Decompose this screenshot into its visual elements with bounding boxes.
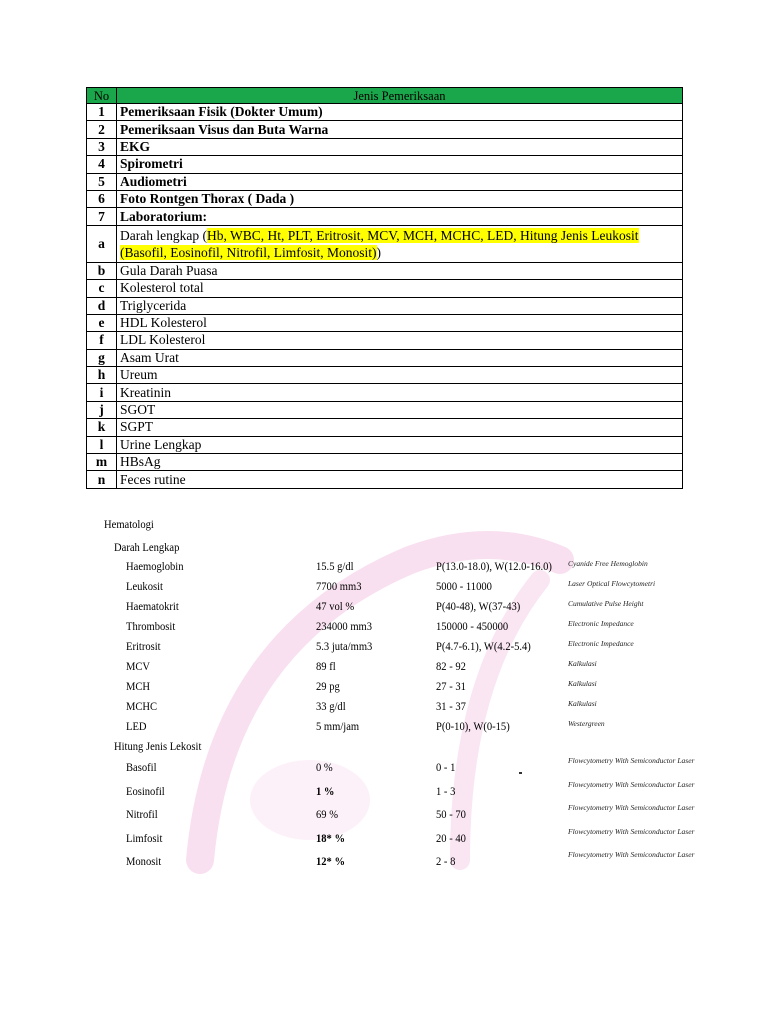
table-row [87, 190, 683, 207]
row-no: i [87, 384, 117, 401]
reference-range: P(0-10), W(0-15) [436, 719, 510, 733]
test-name: MCHC [126, 699, 158, 713]
subsection-hitung-jenis: Hitung Jenis Lekosit [114, 739, 202, 753]
test-method: Laser Optical Flowcytometri [568, 579, 656, 588]
table-row [87, 401, 683, 418]
test-method: Flowcytometry With Semiconductor Laser [568, 779, 695, 789]
test-value: 5 mm/jam [316, 719, 360, 733]
row-label: Pemeriksaan Visus dan Buta Warna [117, 121, 683, 138]
lab-row [0, 826, 768, 850]
row-label: SGPT [117, 419, 683, 436]
lab-row [0, 698, 768, 718]
row-label: Triglycerida [117, 297, 683, 314]
row-label: SGOT [117, 401, 683, 418]
header-exam: Jenis Pemeriksaan [117, 88, 683, 104]
test-name: Haematokrit [126, 599, 179, 613]
row-label: Urine Lengkap [117, 436, 683, 453]
row-no: a [87, 225, 117, 262]
row-no: g [87, 349, 117, 366]
row-label: Kolesterol total [117, 280, 683, 297]
test-value: 18* % [316, 830, 346, 845]
subsection-darah-lengkap: Darah Lengkap [114, 540, 180, 554]
row-no: 3 [87, 138, 117, 155]
test-name: Limfosit [126, 830, 163, 845]
reference-range: 150000 - 450000 [436, 619, 509, 633]
row-label: Audiometri [117, 173, 683, 190]
table-row [87, 156, 683, 173]
row-label: Ureum [117, 367, 683, 384]
test-value: 7700 mm3 [316, 579, 362, 593]
row-label: Pemeriksaan Fisik (Dokter Umum) [117, 104, 683, 121]
test-name: MCH [126, 679, 151, 693]
row-no: d [87, 297, 117, 314]
highlighted-test-list: Hb, WBC, Ht, PLT, Eritrosit, MCV, MCH, MCHC, LED, Hitung Jenis Leukosit (Basofil, Eosinofil, Nitrofil, Limfosit, Monosit) [120, 227, 639, 260]
reference-range: P(13.0-18.0), W(12.0-16.0) [436, 559, 552, 573]
row-label: Spirometri [117, 156, 683, 173]
label-prefix: Darah lengkap ( [120, 227, 207, 243]
lab-row [0, 779, 768, 803]
row-no: 2 [87, 121, 117, 138]
lab-row [0, 658, 768, 678]
reference-range: 82 - 92 [436, 659, 466, 673]
test-method: Flowcytometry With Semiconductor Laser [568, 803, 695, 812]
lab-row [0, 678, 768, 698]
test-method: Kalkulasi [568, 699, 597, 708]
scan-speck [519, 772, 522, 774]
test-name: Leukosit [126, 579, 163, 593]
label-suffix: ) [376, 244, 381, 260]
table-row [87, 367, 683, 384]
table-row [87, 138, 683, 155]
test-value: 1 % [316, 783, 335, 798]
table-row [87, 104, 683, 121]
test-name: Haemoglobin [126, 559, 184, 573]
row-label: Feces rutine [117, 471, 683, 488]
reference-range: 20 - 40 [436, 830, 466, 845]
reference-range: 50 - 70 [436, 807, 466, 821]
test-method: Kalkulasi [568, 679, 597, 688]
row-label: Gula Darah Puasa [117, 262, 683, 279]
table-row [87, 208, 683, 225]
test-value: 33 g/dl [316, 699, 346, 713]
test-value: 15.5 g/dl [316, 559, 354, 573]
reference-range: 2 - 8 [436, 854, 456, 868]
lab-row [0, 558, 768, 578]
row-label: Foto Rontgen Thorax ( Dada ) [117, 190, 683, 207]
row-no: b [87, 262, 117, 279]
lab-row [0, 578, 768, 598]
row-label: EKG [117, 138, 683, 155]
test-method: Cyanide Free Hemoglobin [568, 559, 648, 568]
test-value: 0 % [316, 760, 333, 774]
row-no: m [87, 454, 117, 471]
lab-row [0, 618, 768, 638]
test-name: Thrombosit [126, 619, 176, 633]
header-no: No [87, 88, 117, 104]
table-row [87, 384, 683, 401]
table-row-darah-lengkap [87, 225, 683, 262]
reference-range: 31 - 37 [436, 699, 466, 713]
row-no: 4 [87, 156, 117, 173]
lab-row [0, 718, 768, 738]
table-row [87, 454, 683, 471]
test-name: Eosinofil [126, 783, 165, 798]
row-no: e [87, 314, 117, 331]
test-method: Kalkulasi [568, 659, 597, 668]
test-method: Electronic Impedance [568, 619, 634, 628]
row-no: 1 [87, 104, 117, 121]
row-no: h [87, 367, 117, 384]
row-no: k [87, 419, 117, 436]
table-row [87, 280, 683, 297]
row-label: Kreatinin [117, 384, 683, 401]
row-label [117, 225, 683, 262]
exam-table [86, 87, 683, 489]
test-value: 47 vol % [316, 599, 355, 613]
test-name: LED [126, 719, 147, 733]
reference-range: P(40-48), W(37-43) [436, 599, 521, 613]
lab-row [0, 756, 768, 779]
lab-result-scan [0, 500, 768, 900]
row-label: HDL Kolesterol [117, 314, 683, 331]
lab-row [0, 803, 768, 826]
reference-range: 27 - 31 [436, 679, 466, 693]
reference-range: P(4.7-6.1), W(4.2-5.4) [436, 639, 531, 653]
table-row [87, 471, 683, 488]
row-label: HBsAg [117, 454, 683, 471]
test-name: Monosit [126, 854, 162, 868]
test-method: Flowcytometry With Semiconductor Laser [568, 850, 695, 859]
test-value: 234000 mm3 [316, 619, 373, 633]
test-method: Flowcytometry With Semiconductor Laser [568, 756, 695, 765]
section-title: Hematologi [104, 517, 154, 531]
test-name: Nitrofil [126, 807, 158, 821]
test-value: 69 % [316, 807, 338, 821]
test-name: MCV [126, 659, 151, 673]
row-no: n [87, 471, 117, 488]
test-name: Basofil [126, 760, 157, 774]
row-no: c [87, 280, 117, 297]
table-row [87, 121, 683, 138]
row-label: Asam Urat [117, 349, 683, 366]
table-header-row [87, 88, 683, 104]
reference-range: 5000 - 11000 [436, 579, 492, 593]
table-row [87, 332, 683, 349]
row-no: 5 [87, 173, 117, 190]
table-row [87, 173, 683, 190]
test-name: Eritrosit [126, 639, 161, 653]
lab-row [0, 850, 768, 873]
test-method: Electronic Impedance [568, 639, 634, 648]
table-row [87, 262, 683, 279]
lab-row [0, 638, 768, 658]
row-no: j [87, 401, 117, 418]
lab-row [0, 598, 768, 618]
test-method: Cumulative Pulse Height [568, 599, 644, 608]
table-row [87, 314, 683, 331]
row-no: 7 [87, 208, 117, 225]
row-label: LDL Kolesterol [117, 332, 683, 349]
test-value: 12* % [316, 854, 346, 868]
row-no: 6 [87, 190, 117, 207]
table-row [87, 297, 683, 314]
row-label: Laboratorium: [117, 208, 683, 225]
table-row [87, 349, 683, 366]
reference-range: 0 - 1 [436, 760, 456, 774]
test-value: 29 pg [316, 679, 340, 693]
test-method: Flowcytometry With Semiconductor Laser [568, 826, 695, 836]
table-row [87, 436, 683, 453]
test-value: 5.3 juta/mm3 [316, 639, 373, 653]
test-method: Westergreen [568, 719, 605, 728]
row-no: f [87, 332, 117, 349]
table-row [87, 419, 683, 436]
test-value: 89 fl [316, 659, 336, 673]
row-no: l [87, 436, 117, 453]
reference-range: 1 - 3 [436, 783, 456, 798]
